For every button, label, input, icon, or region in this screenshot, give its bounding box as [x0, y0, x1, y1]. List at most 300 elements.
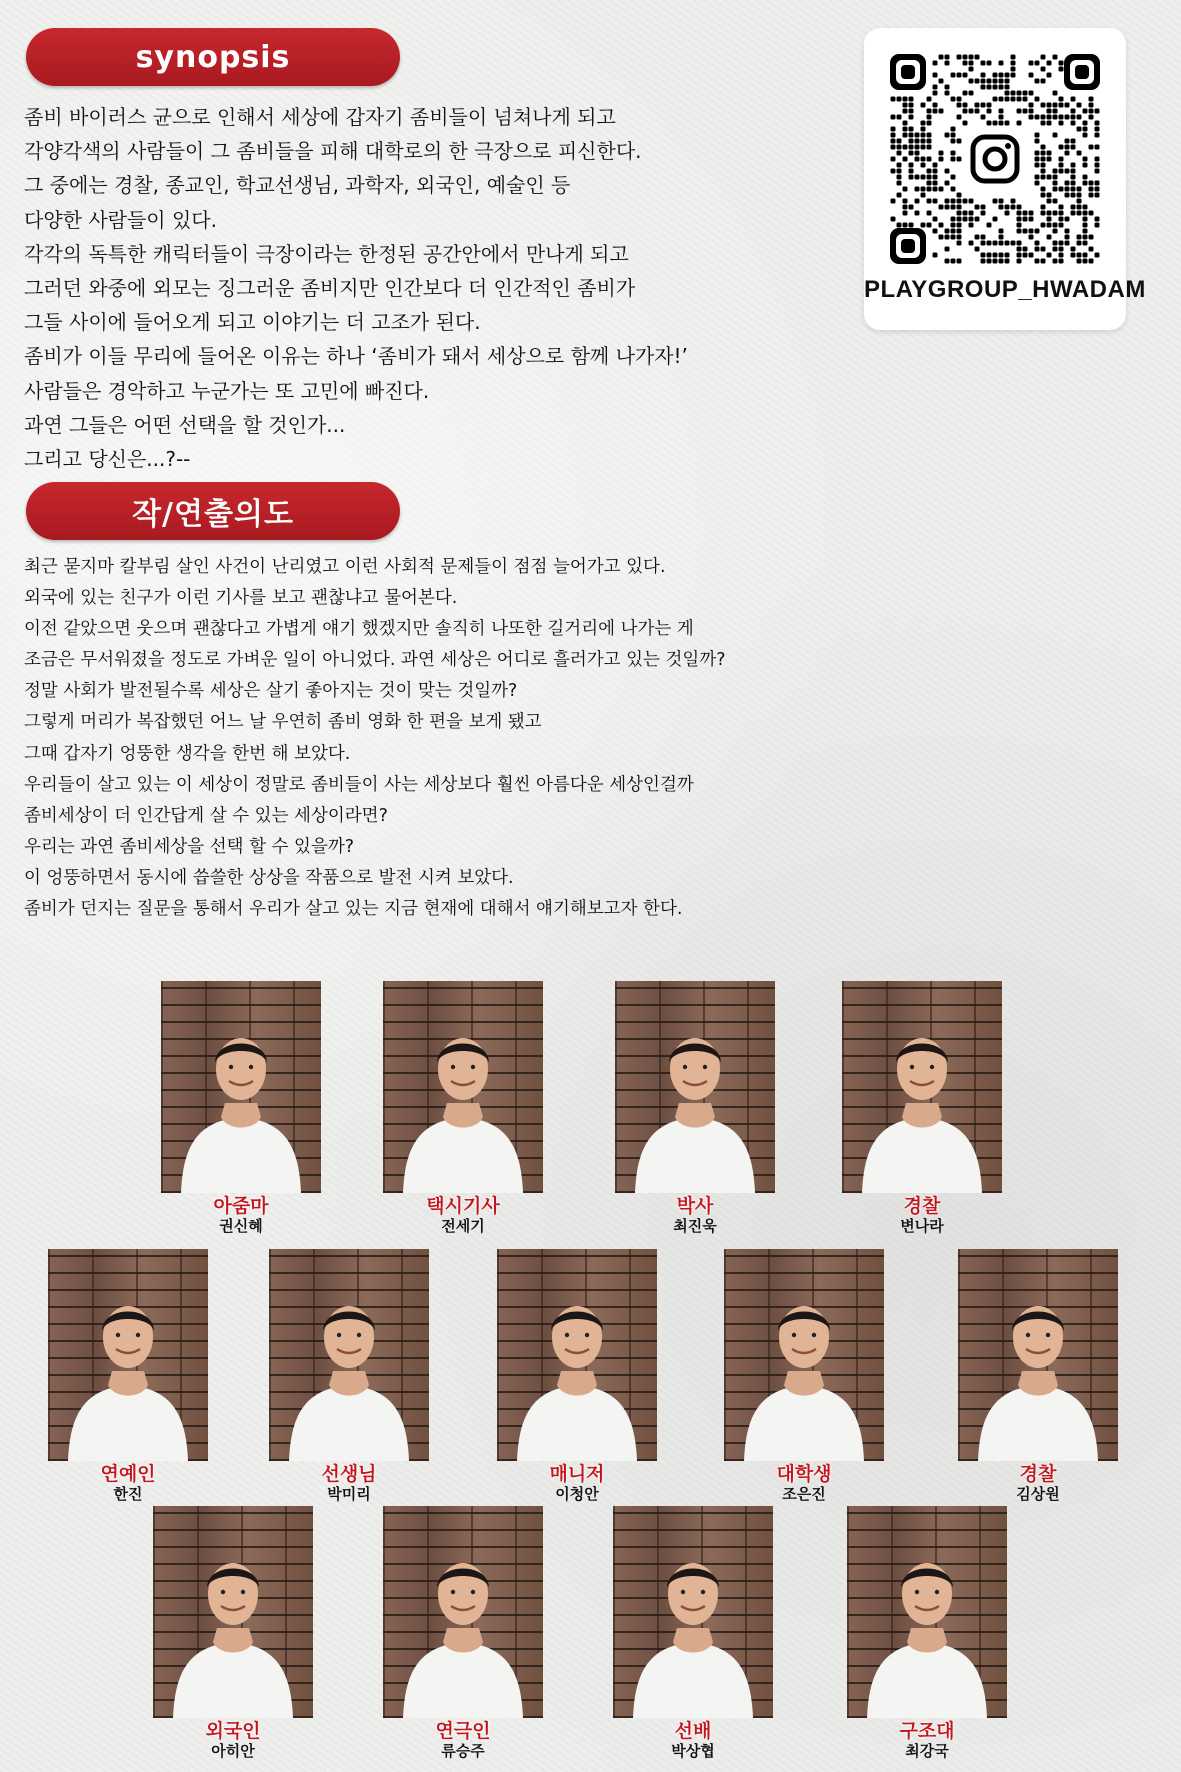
cast-actor: 박미리: [327, 1485, 371, 1503]
cast-member: [161, 981, 321, 1235]
qr-module: [951, 97, 956, 102]
qr-module: [1029, 229, 1034, 234]
qr-module: [1059, 247, 1064, 252]
qr-module: [903, 127, 908, 132]
qr-module: [1083, 181, 1088, 186]
qr-module: [1017, 109, 1022, 114]
qr-module: [927, 169, 932, 174]
qr-module: [1053, 109, 1058, 114]
cast-photo: [269, 1249, 429, 1461]
person-silhouette: [615, 981, 775, 1193]
cast-member: [615, 981, 775, 1235]
qr-module: [1041, 175, 1046, 180]
qr-module: [975, 205, 980, 210]
qr-module: [1047, 61, 1052, 66]
qr-module: [1077, 253, 1082, 258]
qr-module: [963, 61, 968, 66]
qr-module: [921, 121, 926, 126]
qr-module: [1053, 175, 1058, 180]
qr-module: [975, 109, 980, 114]
qr-module: [1065, 181, 1070, 186]
qr-module: [927, 145, 932, 150]
qr-module: [1059, 157, 1064, 162]
intent-line: 이 엉뚱하면서 동시에 씁쓸한 상상을 작품으로 발전 시켜 보았다.: [24, 867, 514, 888]
qr-module: [993, 217, 998, 222]
qr-module: [1035, 229, 1040, 234]
qr-module: [915, 145, 920, 150]
qr-module: [903, 109, 908, 114]
qr-module: [963, 121, 968, 126]
qr-module: [1017, 91, 1022, 96]
qr-module: [999, 79, 1004, 84]
qr-module: [927, 199, 932, 204]
cast-photo: [383, 1506, 543, 1718]
qr-module: [1041, 193, 1046, 198]
qr-module: [1035, 151, 1040, 156]
qr-module: [927, 175, 932, 180]
qr-module: [1083, 235, 1088, 240]
qr-module: [957, 241, 962, 246]
qr-module: [1011, 73, 1016, 78]
qr-module: [993, 253, 998, 258]
qr-module: [1077, 103, 1082, 108]
qr-module: [897, 115, 902, 120]
qr-module: [1029, 73, 1034, 78]
qr-module: [957, 229, 962, 234]
cast-role: 경찰: [1019, 1463, 1057, 1485]
qr-module: [957, 193, 962, 198]
qr-module: [921, 163, 926, 168]
qr-module: [1077, 187, 1082, 192]
cast-photo: [847, 1506, 1007, 1718]
qr-module: [999, 61, 1004, 66]
synopsis-line: 다양한 사람들이 있다.: [24, 207, 217, 232]
qr-module: [933, 217, 938, 222]
qr-module: [987, 61, 992, 66]
cast-actor: 한진: [113, 1485, 143, 1503]
qr-module: [933, 73, 938, 78]
qr-module: [1047, 121, 1052, 126]
qr-module: [1035, 241, 1040, 246]
qr-module: [903, 187, 908, 192]
qr-module: [1065, 217, 1070, 222]
qr-module: [903, 121, 908, 126]
qr-module: [891, 169, 896, 174]
qr-module: [1047, 193, 1052, 198]
qr-module: [1053, 181, 1058, 186]
qr-module: [951, 175, 956, 180]
qr-module: [1071, 253, 1076, 258]
qr-module: [933, 253, 938, 258]
qr-module: [1053, 211, 1058, 216]
qr-module: [909, 97, 914, 102]
qr-module: [1095, 133, 1100, 138]
qr-module: [1089, 235, 1094, 240]
qr-module: [957, 55, 962, 60]
qr-module: [1077, 211, 1082, 216]
qr-module: [1089, 259, 1094, 264]
qr-module: [1047, 115, 1052, 120]
qr-module: [951, 157, 956, 162]
qr-module: [1035, 259, 1040, 264]
qr-module: [975, 247, 980, 252]
qr-module: [1071, 163, 1076, 168]
qr-module: [999, 235, 1004, 240]
qr-module: [1095, 217, 1100, 222]
qr-module: [957, 115, 962, 120]
qr-module: [1083, 211, 1088, 216]
qr-module: [987, 79, 992, 84]
qr-module: [1029, 115, 1034, 120]
person-silhouette: [724, 1249, 884, 1461]
synopsis-line: 좀비 바이러스 균으로 인해서 세상에 갑자기 좀비들이 넘쳐나게 되고: [24, 105, 616, 129]
qr-module: [1095, 193, 1100, 198]
qr-module: [1035, 115, 1040, 120]
qr-module: [927, 97, 932, 102]
qr-module: [903, 205, 908, 210]
qr-module: [909, 127, 914, 132]
qr-module: [1071, 169, 1076, 174]
qr-module: [993, 241, 998, 246]
qr-module: [1047, 217, 1052, 222]
qr-module: [1047, 103, 1052, 108]
qr-module: [1053, 247, 1058, 252]
instagram-qr-card[interactable]: [864, 28, 1146, 330]
qr-module: [987, 253, 992, 258]
qr-module: [921, 157, 926, 162]
qr-module: [1065, 145, 1070, 150]
qr-module: [1059, 259, 1064, 264]
qr-module: [897, 163, 902, 168]
qr-module: [915, 211, 920, 216]
qr-module: [951, 217, 956, 222]
qr-module: [1035, 61, 1040, 66]
qr-module: [945, 235, 950, 240]
qr-module: [1023, 109, 1028, 114]
qr-finder-top-left: [890, 54, 926, 90]
qr-module: [1095, 223, 1100, 228]
intent-line: 그때 갑자기 엉뚱한 생각을 한번 해 보았다.: [24, 743, 351, 764]
qr-module: [909, 145, 914, 150]
cast-member: [958, 1249, 1118, 1503]
qr-module: [1047, 199, 1052, 204]
intent-line: 정말 사회가 발전될수록 세상은 살기 좋아지는 것이 맞는 것일까?: [24, 681, 518, 702]
qr-module: [957, 73, 962, 78]
qr-module: [1065, 115, 1070, 120]
qr-module: [939, 55, 944, 60]
qr-module: [999, 241, 1004, 246]
qr-module: [921, 175, 926, 180]
qr-module: [1029, 211, 1034, 216]
qr-module: [1065, 193, 1070, 198]
cast-role: 연극인: [435, 1720, 491, 1742]
qr-module: [915, 139, 920, 144]
qr-module: [951, 133, 956, 138]
qr-module: [1035, 157, 1040, 162]
person-silhouette: [842, 981, 1002, 1193]
intent-line: 그렇게 머리가 복잡했던 어느 날 우연히 좀비 영화 한 편을 보게 됐고: [24, 712, 542, 733]
qr-module: [1047, 211, 1052, 216]
qr-module: [1005, 253, 1010, 258]
qr-module: [999, 229, 1004, 234]
qr-module: [1041, 103, 1046, 108]
qr-module: [1059, 223, 1064, 228]
qr-module: [975, 55, 980, 60]
qr-module: [1065, 235, 1070, 240]
qr-module: [1041, 247, 1046, 252]
qr-module: [1041, 157, 1046, 162]
qr-module: [1011, 241, 1016, 246]
intent-line: 조금은 무서워졌을 정도로 가벼운 일이 아니었다. 과연 세상은 어디로 흘러가고 있는 것일까?: [24, 650, 726, 671]
qr-module: [1047, 157, 1052, 162]
cast-role: 선생님: [321, 1463, 377, 1485]
qr-module: [927, 139, 932, 144]
qr-module: [1059, 211, 1064, 216]
qr-module: [981, 241, 986, 246]
synopsis-heading: synopsis: [26, 28, 400, 86]
qr-module: [1023, 97, 1028, 102]
person-silhouette: [153, 1506, 313, 1718]
qr-module: [951, 205, 956, 210]
qr-module: [891, 157, 896, 162]
qr-module: [1041, 163, 1046, 168]
qr-module: [1095, 187, 1100, 192]
qr-module: [909, 205, 914, 210]
qr-module: [963, 103, 968, 108]
qr-module: [903, 223, 908, 228]
qr-module: [999, 199, 1004, 204]
qr-module: [897, 139, 902, 144]
cast-photo: [842, 981, 1002, 1193]
qr-module: [981, 115, 986, 120]
qr-module: [1005, 85, 1010, 90]
qr-module: [951, 127, 956, 132]
qr-module: [1017, 259, 1022, 264]
qr-module: [975, 103, 980, 108]
qr-module: [939, 79, 944, 84]
qr-module: [939, 205, 944, 210]
qr-module: [969, 67, 974, 72]
cast-role: 아줌마: [213, 1195, 269, 1217]
qr-module: [1083, 175, 1088, 180]
cast-actor: 이청안: [555, 1485, 599, 1503]
cast-role: 선배: [674, 1720, 712, 1742]
qr-module: [951, 187, 956, 192]
qr-module: [933, 163, 938, 168]
intent-line: 이전 같았으면 웃으며 괜찮다고 가볍게 얘기 했겠지만 솔직히 나또한 길거리에 나가는 게: [24, 619, 694, 640]
qr-module: [933, 229, 938, 234]
qr-module: [909, 163, 914, 168]
qr-module: [1053, 229, 1058, 234]
qr-module: [1011, 67, 1016, 72]
cast-actor: 최진욱: [673, 1217, 717, 1235]
qr-module: [1017, 97, 1022, 102]
qr-module: [1041, 223, 1046, 228]
qr-module: [1059, 169, 1064, 174]
qr-module: [939, 157, 944, 162]
qr-module: [1017, 205, 1022, 210]
qr-module: [1029, 91, 1034, 96]
instagram-icon: [966, 130, 1024, 188]
intent-line: 좀비세상이 더 인간답게 살 수 있는 세상이라면?: [24, 805, 388, 826]
cast-member: [724, 1249, 884, 1503]
qr-module: [903, 103, 908, 108]
cast-member: [383, 981, 543, 1235]
qr-module: [1023, 91, 1028, 96]
qr-module: [1011, 61, 1016, 66]
person-silhouette: [161, 981, 321, 1193]
qr-module: [909, 223, 914, 228]
qr-module: [1005, 97, 1010, 102]
qr-module: [993, 79, 998, 84]
cast-actor: 전세기: [441, 1217, 485, 1235]
qr-module: [897, 97, 902, 102]
qr-module: [1095, 157, 1100, 162]
qr-module: [921, 127, 926, 132]
qr-module: [921, 145, 926, 150]
qr-module: [1095, 169, 1100, 174]
qr-module: [1029, 235, 1034, 240]
person-silhouette: [847, 1506, 1007, 1718]
qr-module: [957, 235, 962, 240]
qr-module: [951, 139, 956, 144]
qr-module: [1095, 181, 1100, 186]
qr-module: [1071, 145, 1076, 150]
qr-module: [993, 121, 998, 126]
qr-module: [1071, 175, 1076, 180]
qr-module: [1035, 181, 1040, 186]
qr-module: [1095, 109, 1100, 114]
qr-module: [1059, 97, 1064, 102]
qr-module: [1011, 97, 1016, 102]
qr-module: [981, 235, 986, 240]
qr-module: [987, 109, 992, 114]
qr-module: [1083, 217, 1088, 222]
cast-role: 외국인: [205, 1720, 261, 1742]
instagram-handle[interactable]: PLAYGROUP_HWADAM: [864, 276, 1146, 303]
qr-module: [1071, 193, 1076, 198]
qr-module: [987, 223, 992, 228]
qr-module: [939, 151, 944, 156]
qr-module: [1095, 253, 1100, 258]
qr-module: [1041, 151, 1046, 156]
qr-module: [945, 259, 950, 264]
qr-module: [915, 151, 920, 156]
cast-photo: [958, 1249, 1118, 1461]
qr-module: [1041, 55, 1046, 60]
qr-module: [933, 85, 938, 90]
qr-module: [1053, 55, 1058, 60]
qr-module: [1065, 169, 1070, 174]
qr-module: [1047, 175, 1052, 180]
qr-module: [951, 235, 956, 240]
intent-line: 우리는 과연 좀비세상을 선택 할 수 있을까?: [24, 836, 355, 857]
qr-module: [993, 259, 998, 264]
qr-module: [1059, 163, 1064, 168]
qr-module: [1053, 133, 1058, 138]
qr-code[interactable]: [890, 54, 1100, 264]
qr-module: [1059, 241, 1064, 246]
qr-module: [1077, 259, 1082, 264]
qr-module: [891, 97, 896, 102]
person-silhouette: [497, 1249, 657, 1461]
qr-module: [1005, 259, 1010, 264]
qr-module: [1053, 199, 1058, 204]
qr-module: [969, 79, 974, 84]
qr-module: [1071, 181, 1076, 186]
qr-module: [999, 73, 1004, 78]
qr-module: [1077, 241, 1082, 246]
qr-module: [969, 55, 974, 60]
qr-module: [921, 193, 926, 198]
qr-finder-top-right: [1064, 54, 1100, 90]
qr-module: [987, 241, 992, 246]
qr-module: [1029, 217, 1034, 222]
cast-actor: 변나라: [900, 1217, 944, 1235]
qr-module: [903, 133, 908, 138]
cast-member: [842, 981, 1002, 1235]
qr-module: [1041, 115, 1046, 120]
cast-photo: [497, 1249, 657, 1461]
cast-photo: [153, 1506, 313, 1718]
qr-module: [1089, 193, 1094, 198]
person-silhouette: [383, 1506, 543, 1718]
qr-module: [1089, 247, 1094, 252]
qr-module: [945, 85, 950, 90]
cast-member: [269, 1249, 429, 1503]
qr-module: [927, 157, 932, 162]
qr-module: [993, 73, 998, 78]
qr-module: [963, 217, 968, 222]
qr-module: [909, 133, 914, 138]
qr-module: [1083, 109, 1088, 114]
qr-module: [1047, 151, 1052, 156]
qr-module: [1083, 229, 1088, 234]
qr-module: [1083, 205, 1088, 210]
qr-module: [921, 223, 926, 228]
qr-module: [1047, 235, 1052, 240]
cast-photo: [724, 1249, 884, 1461]
qr-module: [1059, 145, 1064, 150]
qr-module: [927, 223, 932, 228]
qr-module: [993, 97, 998, 102]
qr-module: [1011, 55, 1016, 60]
cast-actor: 아히안: [211, 1742, 255, 1760]
qr-module: [1089, 103, 1094, 108]
qr-module: [951, 199, 956, 204]
qr-module: [999, 109, 1004, 114]
qr-module: [969, 217, 974, 222]
intent-heading: 작/연출의도: [26, 482, 400, 540]
cast-member: [497, 1249, 657, 1503]
cast-member: [48, 1249, 208, 1503]
qr-module: [1035, 97, 1040, 102]
qr-module: [1005, 241, 1010, 246]
qr-module: [1017, 253, 1022, 258]
qr-module: [987, 85, 992, 90]
qr-module: [969, 61, 974, 66]
qr-module: [1005, 91, 1010, 96]
qr-module: [909, 139, 914, 144]
qr-module: [1071, 115, 1076, 120]
qr-module: [1077, 235, 1082, 240]
qr-module: [903, 157, 908, 162]
qr-module: [945, 247, 950, 252]
synopsis-line: 그들 사이에 들어오게 되고 이야기는 더 고조가 된다.: [24, 310, 481, 335]
qr-module: [945, 169, 950, 174]
qr-module: [945, 91, 950, 96]
qr-module: [1035, 139, 1040, 144]
